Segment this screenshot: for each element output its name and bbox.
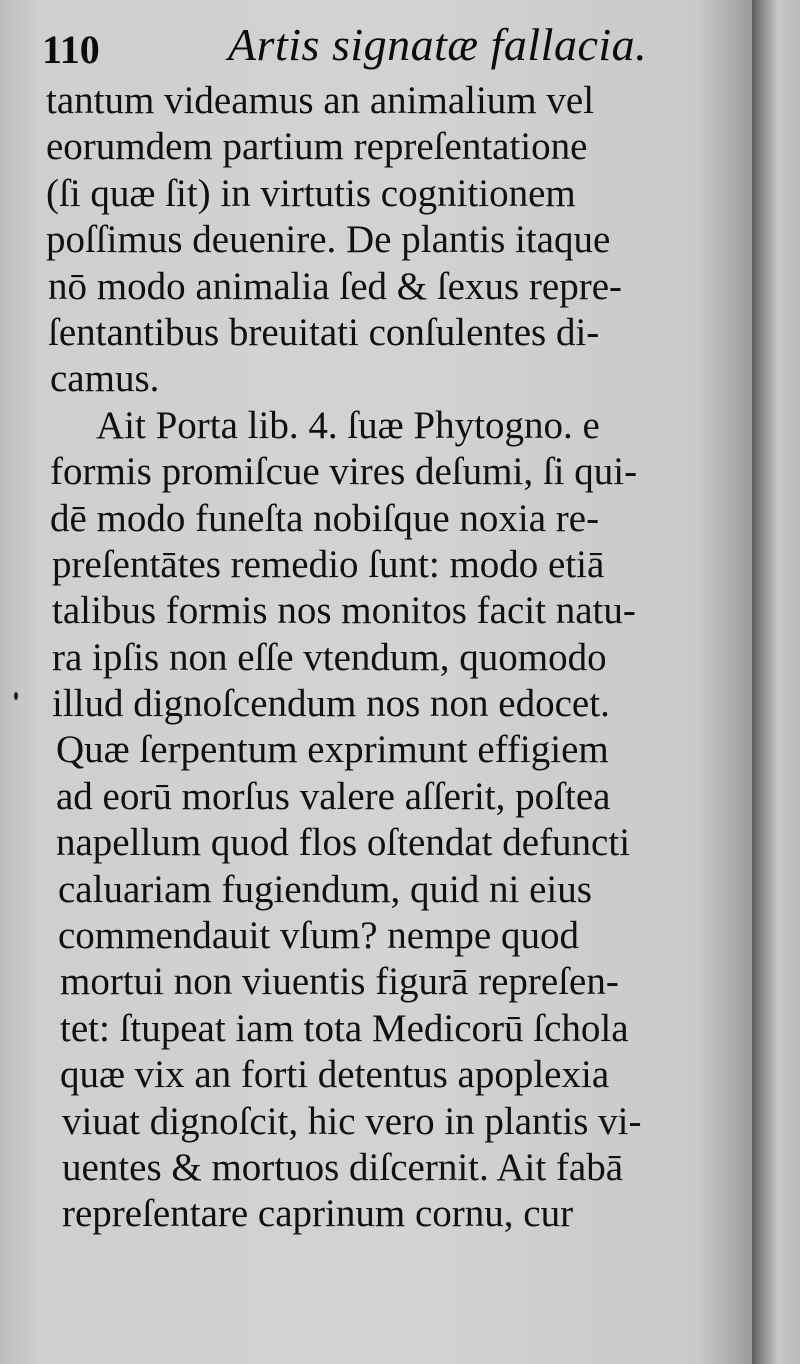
text-line: napellum quod flos oſtendat defuncti [56, 821, 631, 865]
text-line: Quæ ſerpentum exprimunt effigiem [56, 728, 609, 772]
text-line: (ſi quæ ſit) in virtutis cognitionem [46, 171, 576, 215]
text-line: Ait Porta lib. 4. ſuæ Phytogno. e [96, 403, 600, 447]
text-line: ra ipſis non eſſe vtendum, quomodo [52, 635, 607, 679]
text-line: eorumdem partium repreſentatione [46, 125, 588, 169]
page-header [42, 14, 742, 76]
text-line: tet: ſtupeat iam tota Medicorū ſchola [60, 1006, 629, 1050]
running-title: Artis signatæ fallacia. [228, 19, 648, 70]
text-line: quæ vix an forti detentus apoplexia [60, 1053, 610, 1097]
text-line: uentes & mortuos diſcernit. Ait fabā [62, 1145, 624, 1189]
page-number: 110 [42, 27, 100, 72]
text-line: viuat dignoſcit, hic vero in plantis vi- [62, 1099, 642, 1143]
text-line: commendauit vſum? nempe quod [58, 914, 579, 958]
text-line: illud dignoſcendum nos non edocet. [52, 682, 610, 726]
text-line: talibus formis nos monitos facit natu- [52, 589, 636, 633]
text-line: formis promiſcue vires deſumi, ſi qui- [50, 450, 638, 494]
text-line: dē modo funeſta nobiſque noxia re- [50, 496, 600, 540]
text-line: caluariam fugiendum, quid ni eius [58, 867, 592, 911]
text-line: ad eorū morſus valere aſſerit, poſtea [56, 774, 611, 818]
text-line: camus. [50, 357, 160, 401]
text-line: poſſimus deuenire. De plantis itaque [46, 218, 611, 262]
text-line: ſentantibus breuitati conſulentes di- [48, 310, 600, 354]
text-line: nō modo animalia ſed & ſexus repre- [48, 264, 622, 308]
text-line: mortui non viuentis figurā repreſen- [60, 960, 619, 1004]
text-line: tantum videamus an animalium vel [46, 79, 595, 122]
text-line: preſentātes remedio ſunt: modo etiā [52, 542, 605, 586]
ink-speck [14, 692, 18, 700]
text-line: repreſentare caprinum cornu, cur [62, 1192, 574, 1236]
page-binding-edge [752, 0, 800, 1364]
body-text [46, 78, 736, 1238]
